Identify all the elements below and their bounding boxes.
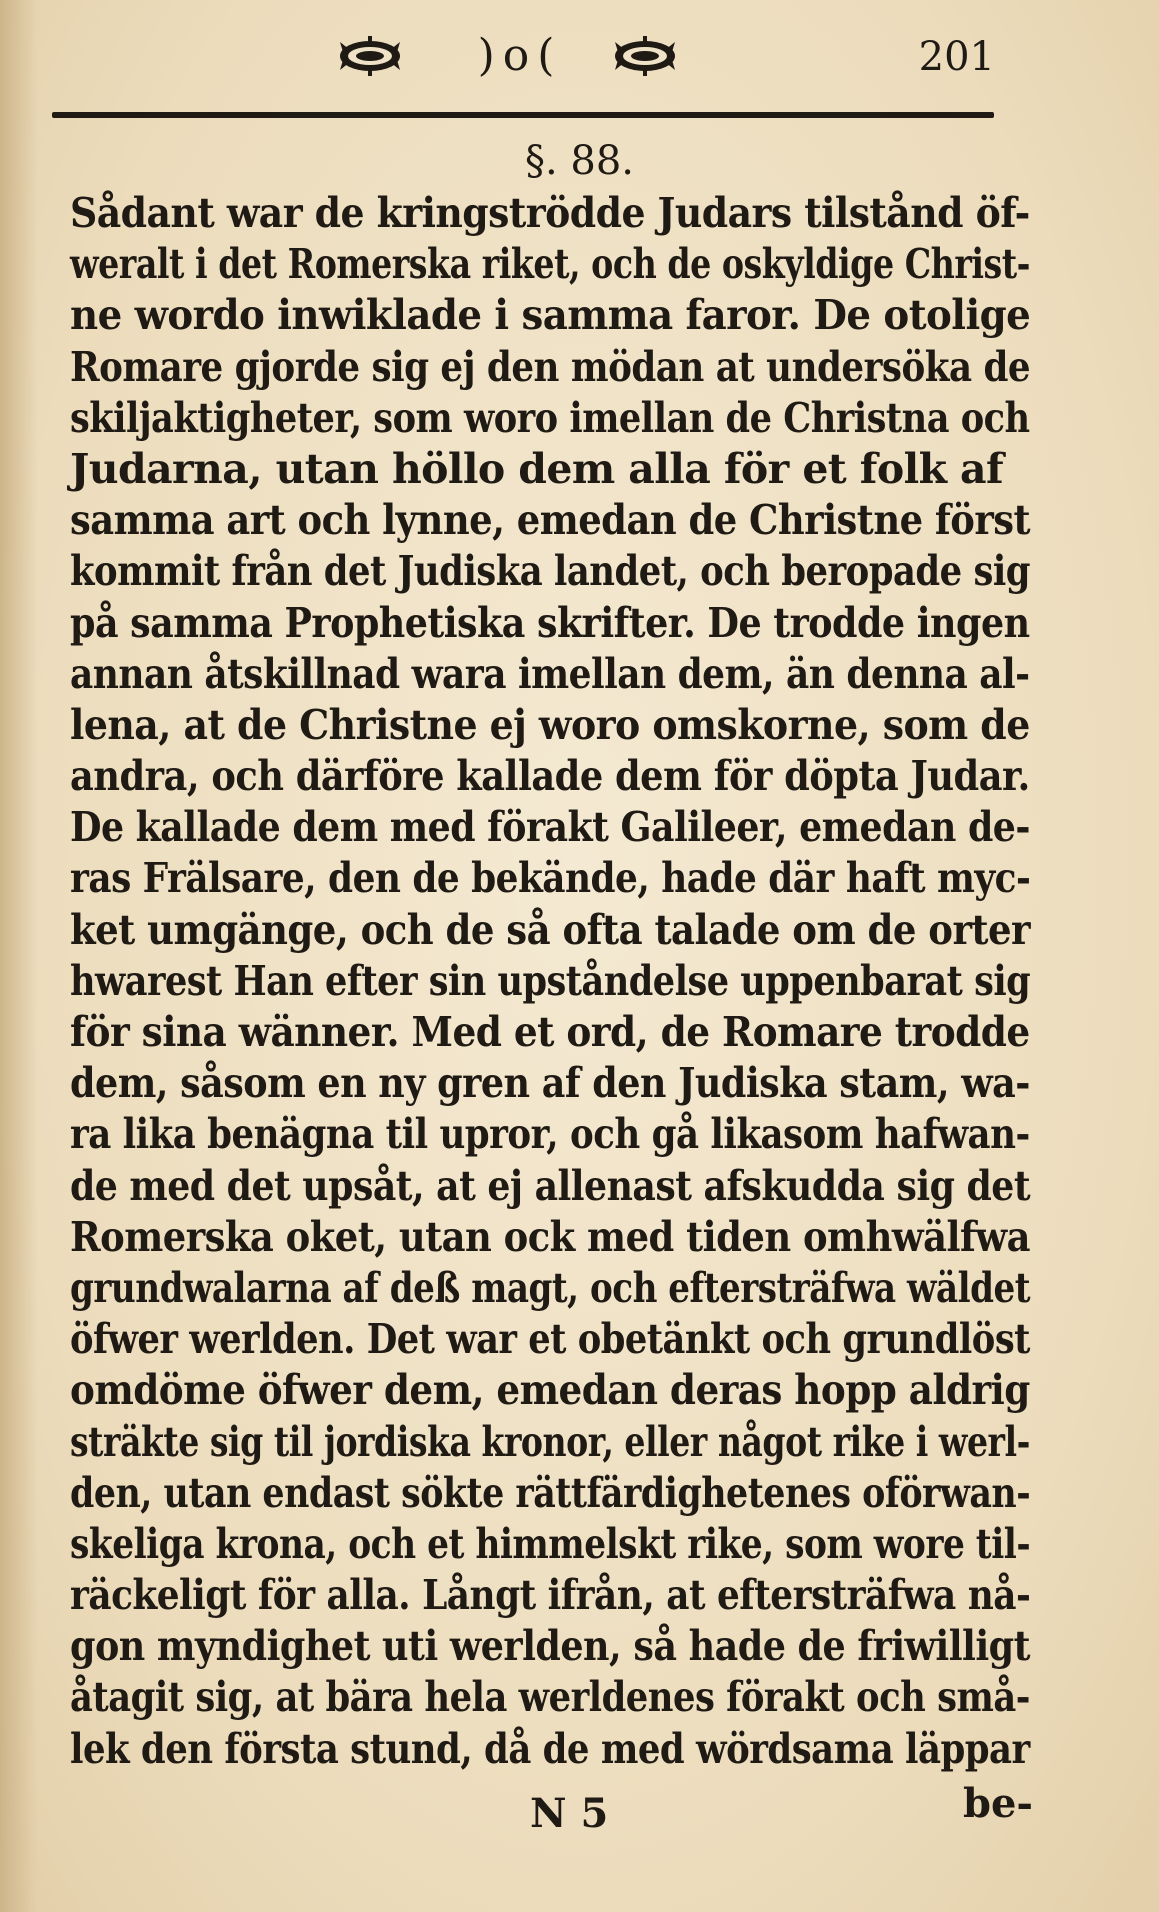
text-line: för sina wänner. Med et ord, de Romare trodde bbox=[70, 1008, 1030, 1056]
text-line: De kallade dem med förakt Galileer, emedan de- bbox=[70, 803, 1030, 852]
body-text bbox=[70, 188, 1030, 1775]
text-line: andra, och därföre kallade dem för döpta Judar. bbox=[70, 752, 1030, 801]
gutter-shadow bbox=[0, 0, 38, 1912]
text-line: skiljaktigheter, som woro imellan de Christna och bbox=[70, 393, 1030, 442]
text-line: öfwer werlden. Det war et obetänkt och grundlöst bbox=[70, 1315, 1030, 1364]
text-line: de med det upsåt, at ej allenast afskudda sig det bbox=[70, 1161, 1031, 1210]
text-line: Romare gjorde sig ej den mödan at undersöka de bbox=[70, 342, 1031, 391]
text-line: lena, at de Christne ej woro omskorne, som de bbox=[70, 700, 1030, 749]
text-line: Judarna, utan höllo dem alla för et folk af bbox=[70, 444, 1004, 493]
text-line: lek den första stund, då de med wördsama läppar bbox=[70, 1724, 1030, 1773]
text-line: samma art och lynne, emedan de Christne först bbox=[70, 496, 1030, 545]
text-line: räckeligt för alla. Långt ifrån, at eftersträfwa nå- bbox=[70, 1571, 1031, 1620]
text-line: Romerska oket, utan ock med tiden omhwälfwa bbox=[70, 1212, 1030, 1261]
header-rule bbox=[52, 112, 994, 118]
text-line: ne wordo inwiklade i samma faror. De otolige bbox=[70, 291, 1031, 340]
text-line: på samma Prophetiska skrifter. De trodde ingen bbox=[70, 598, 1030, 647]
catchword: be- bbox=[963, 1780, 1034, 1827]
left-ornament-icon bbox=[335, 32, 405, 80]
text-line: annan åtskillnad wara imellan dem, än denna al- bbox=[70, 649, 1030, 698]
page-header bbox=[50, 22, 995, 102]
text-line: åtagit sig, at bära hela werldenes förakt och små- bbox=[70, 1673, 1030, 1722]
text-line: omdöme öfwer dem, emedan deras hopp aldrig bbox=[70, 1366, 1030, 1415]
page-number: 201 bbox=[918, 34, 995, 80]
section-heading: §. 88. bbox=[524, 138, 635, 184]
text-line: grundwalarna af deß magt, och eftersträfwa wäldet bbox=[70, 1263, 1030, 1312]
header-divider-text: )o( bbox=[477, 30, 563, 81]
text-line: ra lika benägna til upror, och gå likasom hafwan- bbox=[70, 1110, 1030, 1159]
text-line: skeliga krona, och et himmelskt rike, som wore til- bbox=[70, 1519, 1031, 1568]
text-line: kommit från det Judiska landet, och beropade sig bbox=[70, 547, 1031, 596]
text-line: sträkte sig til jordiska kronor, eller något rike i werl- bbox=[70, 1417, 1030, 1466]
signature-mark: N 5 bbox=[530, 1790, 609, 1837]
text-line: gon myndighet uti werlden, så hade de friwilligt bbox=[70, 1622, 1030, 1671]
text-line: Sådant war de kringströdde Judars tilstånd öf- bbox=[70, 189, 1030, 237]
text-line: weralt i det Romerska riket, och de oskyldige Christ- bbox=[70, 240, 1030, 289]
text-line: ras Frälsare, den de bekände, hade där haft myc- bbox=[70, 854, 1031, 903]
text-line: den, utan endast sökte rättfärdighetenes oförwan- bbox=[70, 1468, 1031, 1517]
text-line: dem, såsom en ny gren af den Judiska stam, wa- bbox=[70, 1059, 1030, 1108]
text-line: ket umgänge, och de så ofta talade om de orter bbox=[70, 905, 1031, 954]
text-line: hwarest Han efter sin upståndelse uppenbarat sig bbox=[70, 956, 1031, 1005]
right-ornament-icon bbox=[610, 32, 680, 80]
